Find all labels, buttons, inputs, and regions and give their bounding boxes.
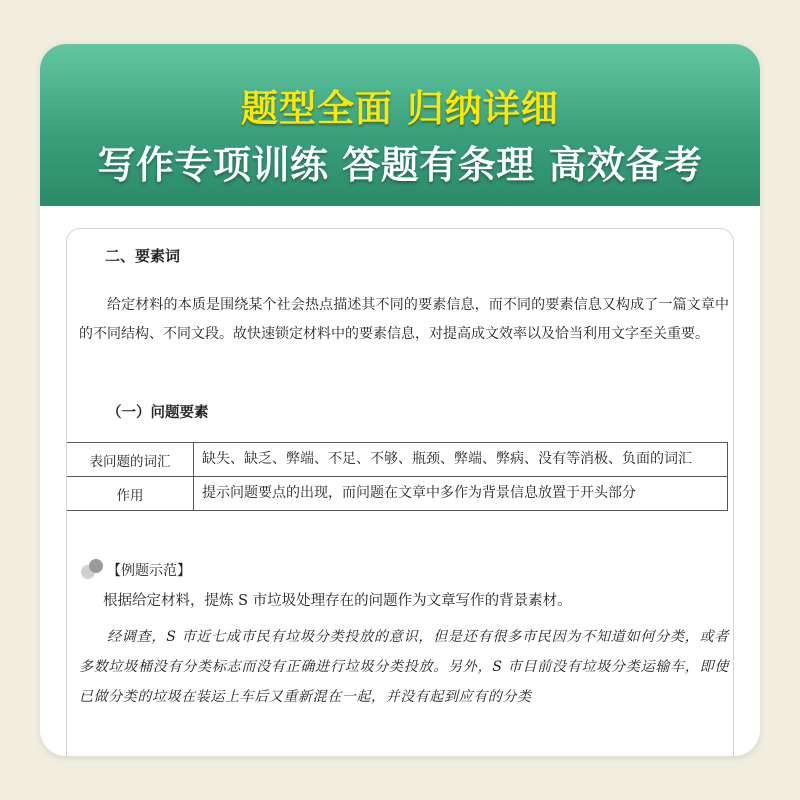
- subsection-heading: （一）问题要素: [107, 405, 209, 421]
- problem-elements-table: [66, 442, 728, 511]
- example-label: 【例题示范】: [107, 563, 191, 579]
- table-key-cell: 表问题的词汇: [67, 443, 194, 477]
- example-heading: [81, 559, 191, 581]
- section-heading: 二、要素词: [105, 247, 181, 265]
- example-task: 根据给定材料，提炼 S 市垃圾处理存在的问题作为文章写作的背景素材。: [103, 593, 572, 609]
- table-value-cell: 缺失、缺乏、弊端、不足、不够、瓶颈、弊端、弊病、没有等消极、负面的词汇: [194, 443, 728, 477]
- table-row: [67, 477, 728, 511]
- table-key-cell: 作用: [67, 477, 194, 511]
- section-paragraph: 给定材料的本质是围绕某个社会热点描述其不同的要素信息，而不同的要素信息又构成了一篇文章中的不同结构、不同文段。故快速锁定材料中的要素信息，对提高成文效率以及恰当利用文字至关重要。: [79, 297, 729, 342]
- banner-headline: 题型全面 归纳详细: [241, 87, 559, 130]
- banner-subheadline: 写作专项训练 答题有条理 高效备考: [97, 143, 703, 187]
- table-value-cell: 提示问题要点的出现，而问题在文章中多作为背景信息放置于开头部分: [194, 477, 728, 511]
- two-dots-icon: [81, 559, 107, 581]
- table-row: [67, 443, 728, 477]
- promo-banner: [40, 44, 760, 206]
- example-body: 经调查，S 市近七成市民有垃圾分类投放的意识，但是还有很多市民因为不知道如何分类，或者多数垃圾桶没有分类标志而没有正确进行垃圾分类投放。另外，S 市目前没有垃圾分类运输车，即使已做分类的垃圾在装运上车后又重新混在一起，并没有起到应有的分类: [79, 629, 729, 705]
- book-page-preview: [66, 228, 734, 756]
- product-card: [40, 44, 760, 756]
